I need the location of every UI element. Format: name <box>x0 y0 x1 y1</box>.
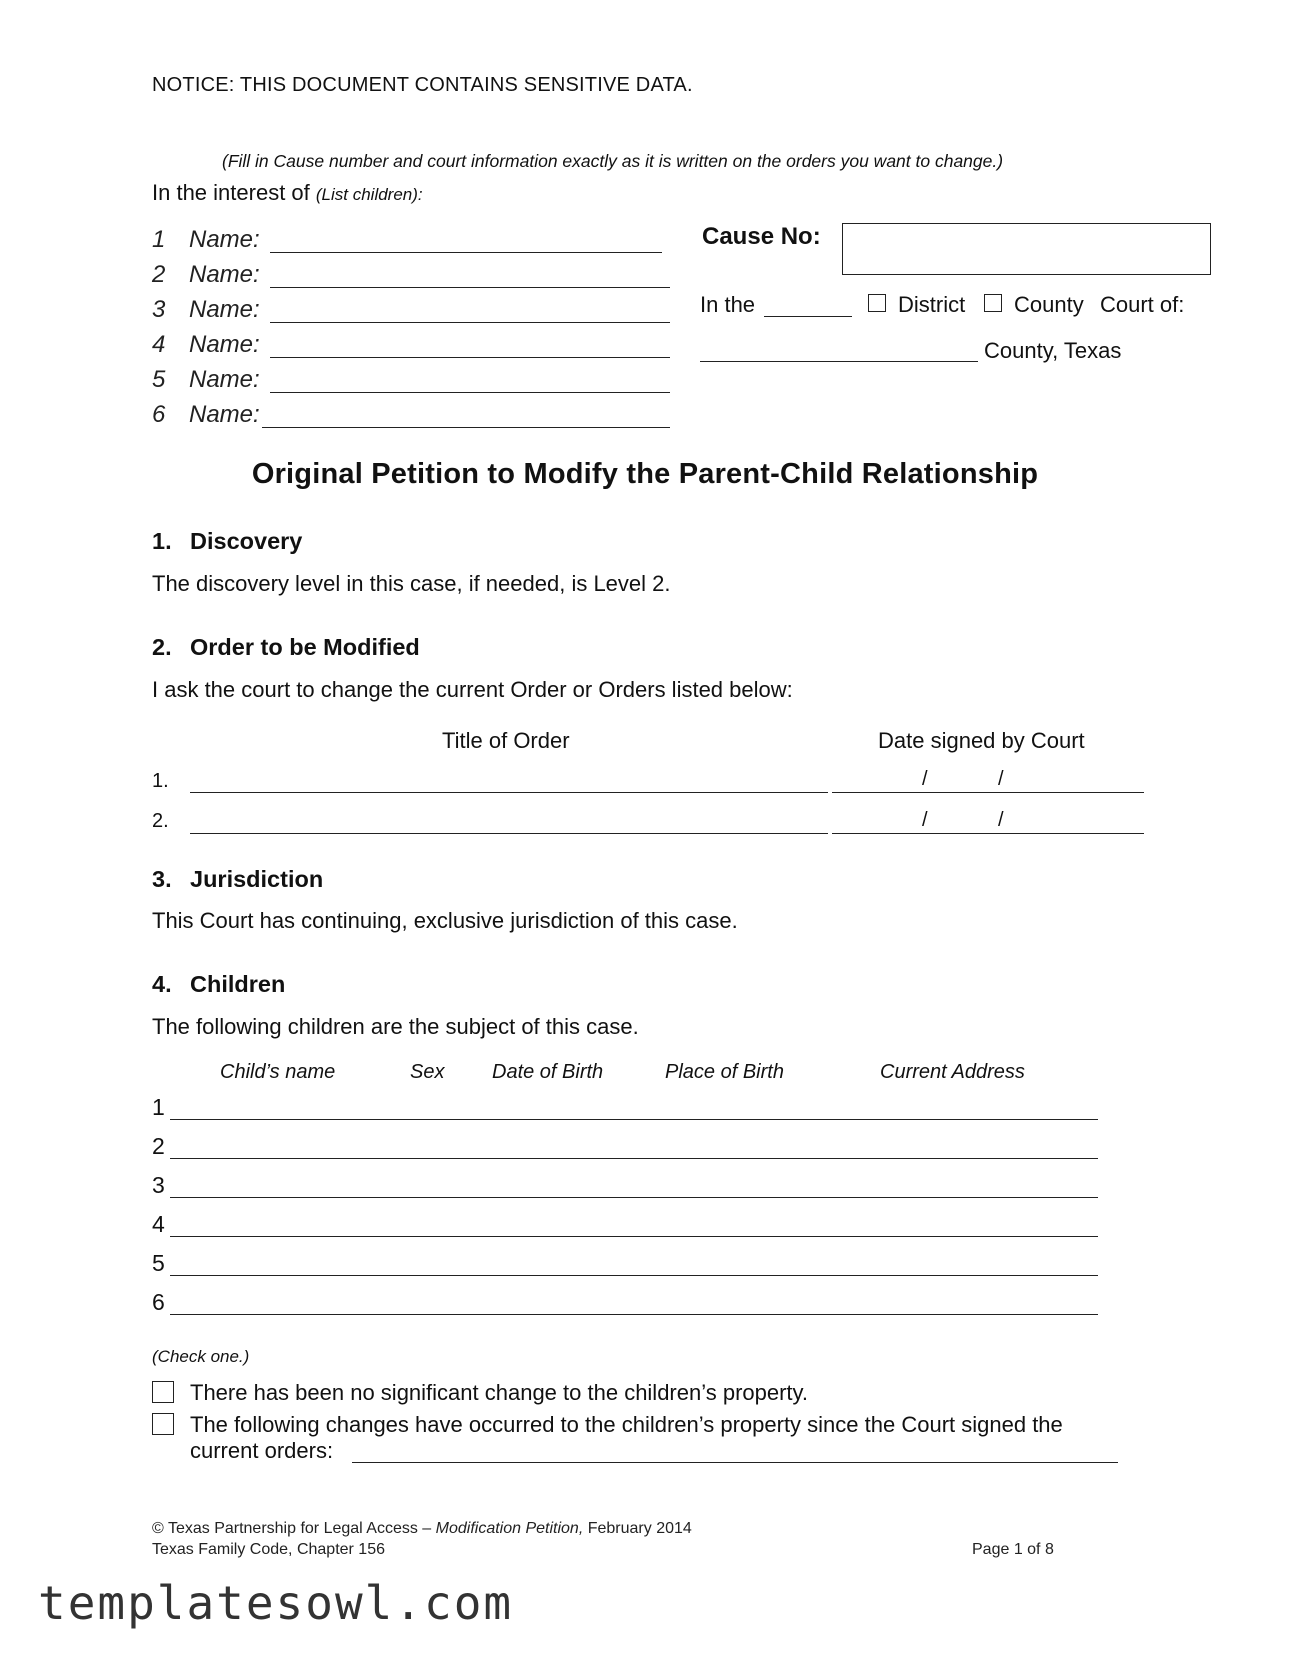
jurisdiction-text: This Court has continuing, exclusive jurisdiction of this case. <box>152 908 738 933</box>
name-label: Name: <box>189 296 260 323</box>
watermark: templatesowl.com <box>38 1576 514 1630</box>
property-changed-label: The following changes have occurred to the children’s property since the Court signed the <box>190 1412 1063 1437</box>
section-number: 4. <box>152 971 172 997</box>
fill-instructions: (Fill in Cause number and court information exactly as it is written on the orders you want to change.) <box>222 151 1004 171</box>
current-orders-label: current orders: <box>190 1438 334 1463</box>
in-the-label: In the <box>700 292 756 317</box>
name-6-field[interactable] <box>262 427 670 428</box>
child-row-number: 2 <box>152 1133 165 1159</box>
title-of-order-header: Title of Order <box>442 728 570 753</box>
order-2-date-field[interactable] <box>832 833 1144 834</box>
current-address-header: Current Address <box>880 1061 1025 1083</box>
child-row-number: 4 <box>152 1211 165 1237</box>
name-label: Name: <box>189 261 260 288</box>
section-order-heading <box>152 634 420 661</box>
discovery-text: The discovery level in this case, if needed, is Level 2. <box>152 571 671 596</box>
no-property-change-checkbox[interactable] <box>152 1381 174 1403</box>
section-title: Jurisdiction <box>190 866 324 892</box>
property-changes-field[interactable] <box>352 1462 1118 1463</box>
order-1-title-field[interactable] <box>190 792 828 793</box>
interest-text: In the interest of <box>152 180 316 205</box>
child-row-1-field[interactable] <box>170 1119 1098 1120</box>
interest-sub: (List children): <box>315 185 423 204</box>
name-number: 1 <box>152 226 166 253</box>
footer-code: Texas Family Code, Chapter 156 <box>152 1541 385 1558</box>
name-3-field[interactable] <box>270 322 670 323</box>
order-row-number: 1. <box>152 770 169 792</box>
district-checkbox[interactable] <box>868 294 886 312</box>
page-title: Original Petition to Modify the Parent-Child Relationship <box>251 458 1039 490</box>
sex-header: Sex <box>410 1061 445 1083</box>
date-separator: / <box>922 809 928 831</box>
name-4-field[interactable] <box>270 357 670 358</box>
page-number: Page 1 of 8 <box>972 1541 1054 1558</box>
copyright-prefix: © Texas Partnership for Legal Access – <box>152 1520 436 1537</box>
county-label: County <box>1014 292 1084 317</box>
county-checkbox[interactable] <box>984 294 1002 312</box>
name-label: Name: <box>189 401 260 428</box>
district-label: District <box>898 292 966 317</box>
section-number: 3. <box>152 866 172 892</box>
order-text: I ask the court to change the current Order or Orders listed below: <box>152 677 793 702</box>
name-number: 4 <box>152 331 166 358</box>
section-number: 1. <box>152 528 172 554</box>
child-row-number: 1 <box>152 1094 165 1120</box>
child-row-5-field[interactable] <box>170 1275 1098 1276</box>
date-of-birth-header: Date of Birth <box>492 1061 604 1083</box>
property-changed-checkbox[interactable] <box>152 1413 174 1435</box>
cause-number-field[interactable] <box>842 223 1211 275</box>
date-signed-header: Date signed by Court <box>878 728 1085 753</box>
child-row-number: 3 <box>152 1172 165 1198</box>
place-of-birth-header: Place of Birth <box>665 1061 784 1083</box>
child-row-3-field[interactable] <box>170 1197 1098 1198</box>
section-title: Children <box>190 971 286 997</box>
court-of-label: Court of: <box>1100 292 1185 317</box>
name-label: Name: <box>189 366 260 393</box>
child-row-2-field[interactable] <box>170 1158 1098 1159</box>
child-row-6-field[interactable] <box>170 1314 1098 1315</box>
name-number: 2 <box>152 261 166 288</box>
name-label: Name: <box>189 226 260 253</box>
footer-copyright <box>152 1520 692 1538</box>
child-row-number: 5 <box>152 1250 165 1276</box>
cause-number-label: Cause No: <box>702 223 821 250</box>
copyright-suffix: February 2014 <box>583 1520 692 1537</box>
county-name-field[interactable] <box>700 361 978 362</box>
name-5-field[interactable] <box>270 392 670 393</box>
child-row-4-field[interactable] <box>170 1236 1098 1237</box>
no-property-change-label: There has been no significant change to the children’s property. <box>190 1380 809 1405</box>
county-texas-label: County, Texas <box>984 338 1122 363</box>
section-children-heading <box>152 971 285 998</box>
section-title: Discovery <box>190 528 303 554</box>
copyright-italic: Modification Petition, <box>435 1520 584 1537</box>
order-row-number: 2. <box>152 810 169 832</box>
name-number: 5 <box>152 366 166 393</box>
date-separator: / <box>922 768 928 790</box>
section-discovery-heading <box>152 528 302 555</box>
section-number: 2. <box>152 634 172 660</box>
order-2-title-field[interactable] <box>190 833 828 834</box>
sensitive-data-notice: NOTICE: THIS DOCUMENT CONTAINS SENSITIVE DATA. <box>152 74 693 96</box>
court-number-field[interactable] <box>764 316 852 317</box>
section-title: Order to be Modified <box>190 634 420 660</box>
name-number: 3 <box>152 296 166 323</box>
children-text: The following children are the subject of this case. <box>152 1014 639 1039</box>
date-separator: / <box>998 768 1004 790</box>
order-1-date-field[interactable] <box>832 792 1144 793</box>
child-row-number: 6 <box>152 1289 165 1315</box>
name-label: Name: <box>189 331 260 358</box>
name-number: 6 <box>152 401 166 428</box>
childs-name-header: Child’s name <box>220 1061 336 1083</box>
date-separator: / <box>998 809 1004 831</box>
interest-of-label <box>152 180 423 206</box>
check-one-instruction: (Check one.) <box>152 1347 250 1366</box>
name-2-field[interactable] <box>270 287 670 288</box>
section-jurisdiction-heading <box>152 866 323 893</box>
name-1-field[interactable] <box>270 252 662 253</box>
